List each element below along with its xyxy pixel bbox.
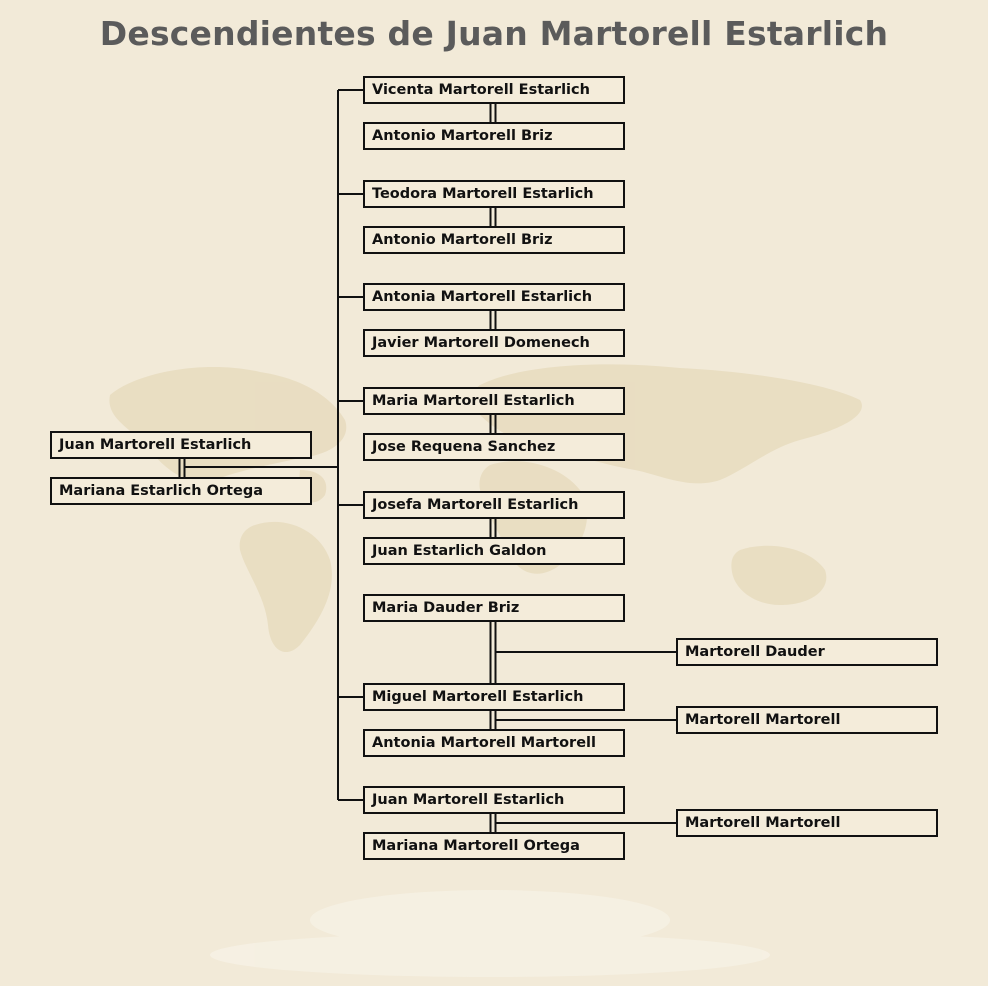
child-spouse-box[interactable]: Javier Martorell Domenech [363, 329, 625, 357]
child-person-box[interactable]: Juan Martorell Estarlich [363, 786, 625, 814]
child-person-box[interactable]: Vicenta Martorell Estarlich [363, 76, 625, 104]
grandchild-box[interactable]: Martorell Martorell [676, 809, 938, 837]
root-person-box[interactable]: Juan Martorell Estarlich [50, 431, 312, 459]
child-spouse-box[interactable]: Mariana Martorell Ortega [363, 832, 625, 860]
child-spouse-box[interactable]: Jose Requena Sanchez [363, 433, 625, 461]
child-spouse-box[interactable]: Juan Estarlich Galdon [363, 537, 625, 565]
child-person-box[interactable]: Miguel Martorell Estarlich [363, 683, 625, 711]
root-spouse-box[interactable]: Mariana Estarlich Ortega [50, 477, 312, 505]
child-person-box[interactable]: Teodora Martorell Estarlich [363, 180, 625, 208]
child-spouse-box[interactable]: Antonia Martorell Martorell [363, 729, 625, 757]
child-spouse-box[interactable]: Antonio Martorell Briz [363, 122, 625, 150]
grandchild-box[interactable]: Martorell Martorell [676, 706, 938, 734]
child-person-box[interactable]: Josefa Martorell Estarlich [363, 491, 625, 519]
grandchild-box[interactable]: Martorell Dauder [676, 638, 938, 666]
page-title: Descendientes de Juan Martorell Estarlich [99, 14, 889, 53]
child-spouse-box[interactable]: Antonio Martorell Briz [363, 226, 625, 254]
child-person-box[interactable]: Maria Martorell Estarlich [363, 387, 625, 415]
child-spouse-box[interactable]: Maria Dauder Briz [363, 594, 625, 622]
child-person-box[interactable]: Antonia Martorell Estarlich [363, 283, 625, 311]
